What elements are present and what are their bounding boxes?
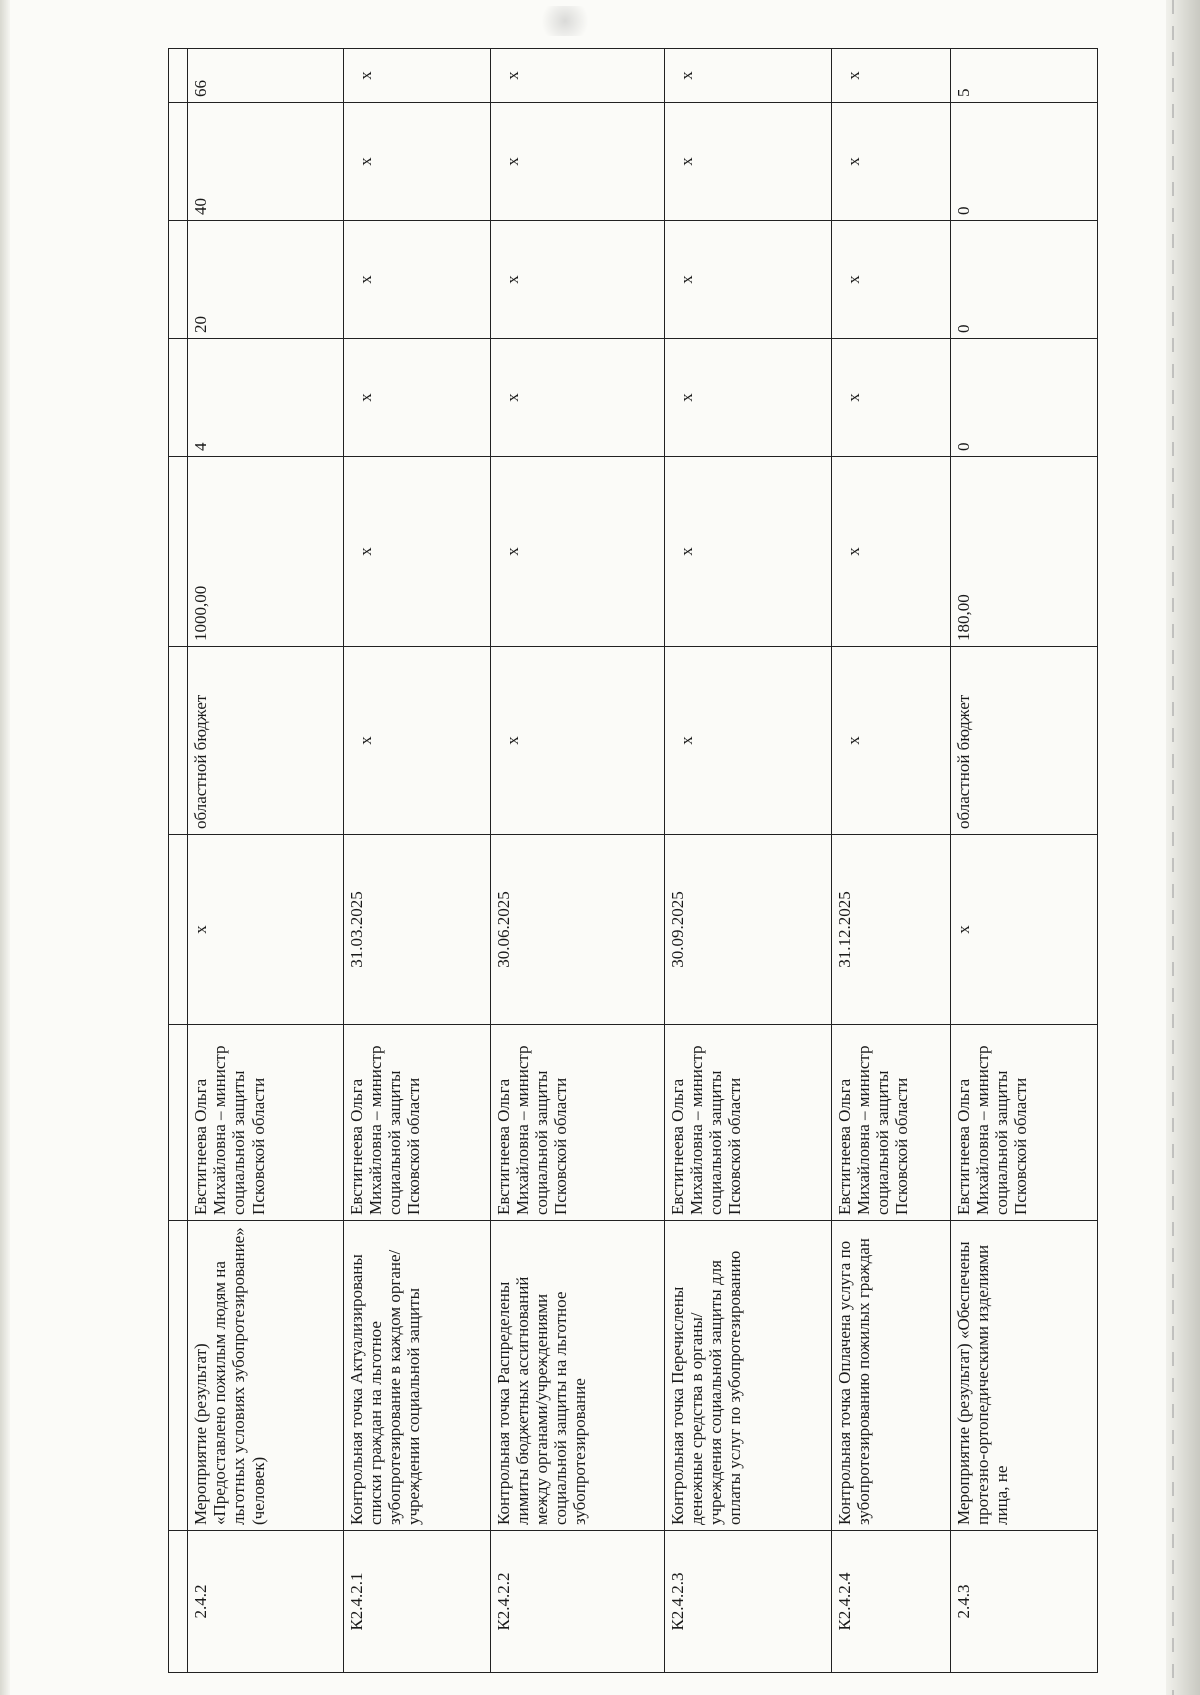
table-top-continuation-row — [169, 49, 188, 1673]
row-source: х — [664, 647, 832, 835]
row-value-q3: х — [664, 103, 832, 221]
row-responsible: Евстигнеева Ольга Михайловна – министр социальной защиты Псковской области — [832, 1025, 951, 1221]
row-number: К2.4.2.2 — [490, 1531, 664, 1673]
row-value-q4: х — [664, 49, 832, 103]
row-source: х — [490, 647, 664, 835]
row-value-q1: 0 — [950, 339, 1097, 457]
row-source: областной бюджет — [950, 647, 1097, 835]
row-number: К2.4.2.4 — [832, 1531, 951, 1673]
row-number: 2.4.3 — [950, 1531, 1097, 1673]
plan-table — [168, 48, 1098, 1673]
table-row — [188, 49, 343, 1673]
row-date: 31.03.2025 — [343, 835, 490, 1025]
row-amount: х — [490, 457, 664, 647]
row-value-q2: х — [490, 221, 664, 339]
row-value-q1: х — [664, 339, 832, 457]
row-value-q3: х — [832, 103, 951, 221]
row-value-q1: х — [832, 339, 951, 457]
row-amount: х — [832, 457, 951, 647]
row-date: 30.09.2025 — [664, 835, 832, 1025]
row-name: Контрольная точка Перечислены денежные средства в органы/учреждения социальной защиты для оплаты услуг по зубопротезированию — [664, 1221, 832, 1531]
table-row — [950, 49, 1097, 1673]
scan-edge-right — [1166, 0, 1200, 1695]
row-name: Контрольная точка Распределены лимиты бюджетных ассигнований между органами/учреждениями социальной защиты на льготное зубопротезирование — [490, 1221, 664, 1531]
row-number: К2.4.2.3 — [664, 1531, 832, 1673]
row-source: областной бюджет — [188, 647, 343, 835]
row-value-q4: х — [490, 49, 664, 103]
row-number: К2.4.2.1 — [343, 1531, 490, 1673]
row-date: 30.06.2025 — [490, 835, 664, 1025]
table-row — [664, 49, 832, 1673]
row-amount: 1000,00 — [188, 457, 343, 647]
row-name: Контрольная точка Актуализированы списки граждан на льготное зубопротезирование в каждом органе/учреждении социальной защиты — [343, 1221, 490, 1531]
row-value-q2: х — [832, 221, 951, 339]
row-value-q4: 66 — [188, 49, 343, 103]
scan-edge-left — [0, 0, 10, 1695]
row-value-q1: х — [490, 339, 664, 457]
row-date: х — [950, 835, 1097, 1025]
row-value-q1: 4 — [188, 339, 343, 457]
row-value-q3: 0 — [950, 103, 1097, 221]
row-responsible: Евстигнеева Ольга Михайловна – министр социальной защиты Псковской области — [188, 1025, 343, 1221]
table-row — [490, 49, 664, 1673]
row-value-q1: х — [343, 339, 490, 457]
row-value-q3: х — [343, 103, 490, 221]
row-value-q2: х — [664, 221, 832, 339]
row-responsible: Евстигнеева Ольга Михайловна – министр социальной защиты Псковской области — [950, 1025, 1097, 1221]
scan-speck — [535, 6, 595, 36]
row-amount: 180,00 — [950, 457, 1097, 647]
row-date: х — [188, 835, 343, 1025]
row-value-q2: 0 — [950, 221, 1097, 339]
row-value-q2: 20 — [188, 221, 343, 339]
table-row — [343, 49, 490, 1673]
row-date: 31.12.2025 — [832, 835, 951, 1025]
row-responsible: Евстигнеева Ольга Михайловна – министр социальной защиты Псковской области — [490, 1025, 664, 1221]
row-responsible: Евстигнеева Ольга Михайловна – министр социальной защиты Псковской области — [343, 1025, 490, 1221]
row-value-q3: 40 — [188, 103, 343, 221]
rotated-document-page — [168, 49, 1098, 1673]
row-name: Контрольная точка Оплачена услуга по зубопротезированию пожилых граждан — [832, 1221, 951, 1531]
row-amount: х — [343, 457, 490, 647]
row-amount: х — [664, 457, 832, 647]
row-name: Мероприятие (результат) «Обеспечены протезно-ортопедическими изделиями лица, не — [950, 1221, 1097, 1531]
row-value-q3: х — [490, 103, 664, 221]
row-value-q4: х — [343, 49, 490, 103]
row-name: Мероприятие (результат) «Предоставлено пожилым людям на льготных условиях зубопротезирование» (человек) — [188, 1221, 343, 1531]
table-row — [832, 49, 951, 1673]
row-responsible: Евстигнеева Ольга Михайловна – министр социальной защиты Псковской области — [664, 1025, 832, 1221]
row-number: 2.4.2 — [188, 1531, 343, 1673]
row-value-q2: х — [343, 221, 490, 339]
row-value-q4: 5 — [950, 49, 1097, 103]
row-value-q4: х — [832, 49, 951, 103]
row-source: х — [832, 647, 951, 835]
row-source: х — [343, 647, 490, 835]
